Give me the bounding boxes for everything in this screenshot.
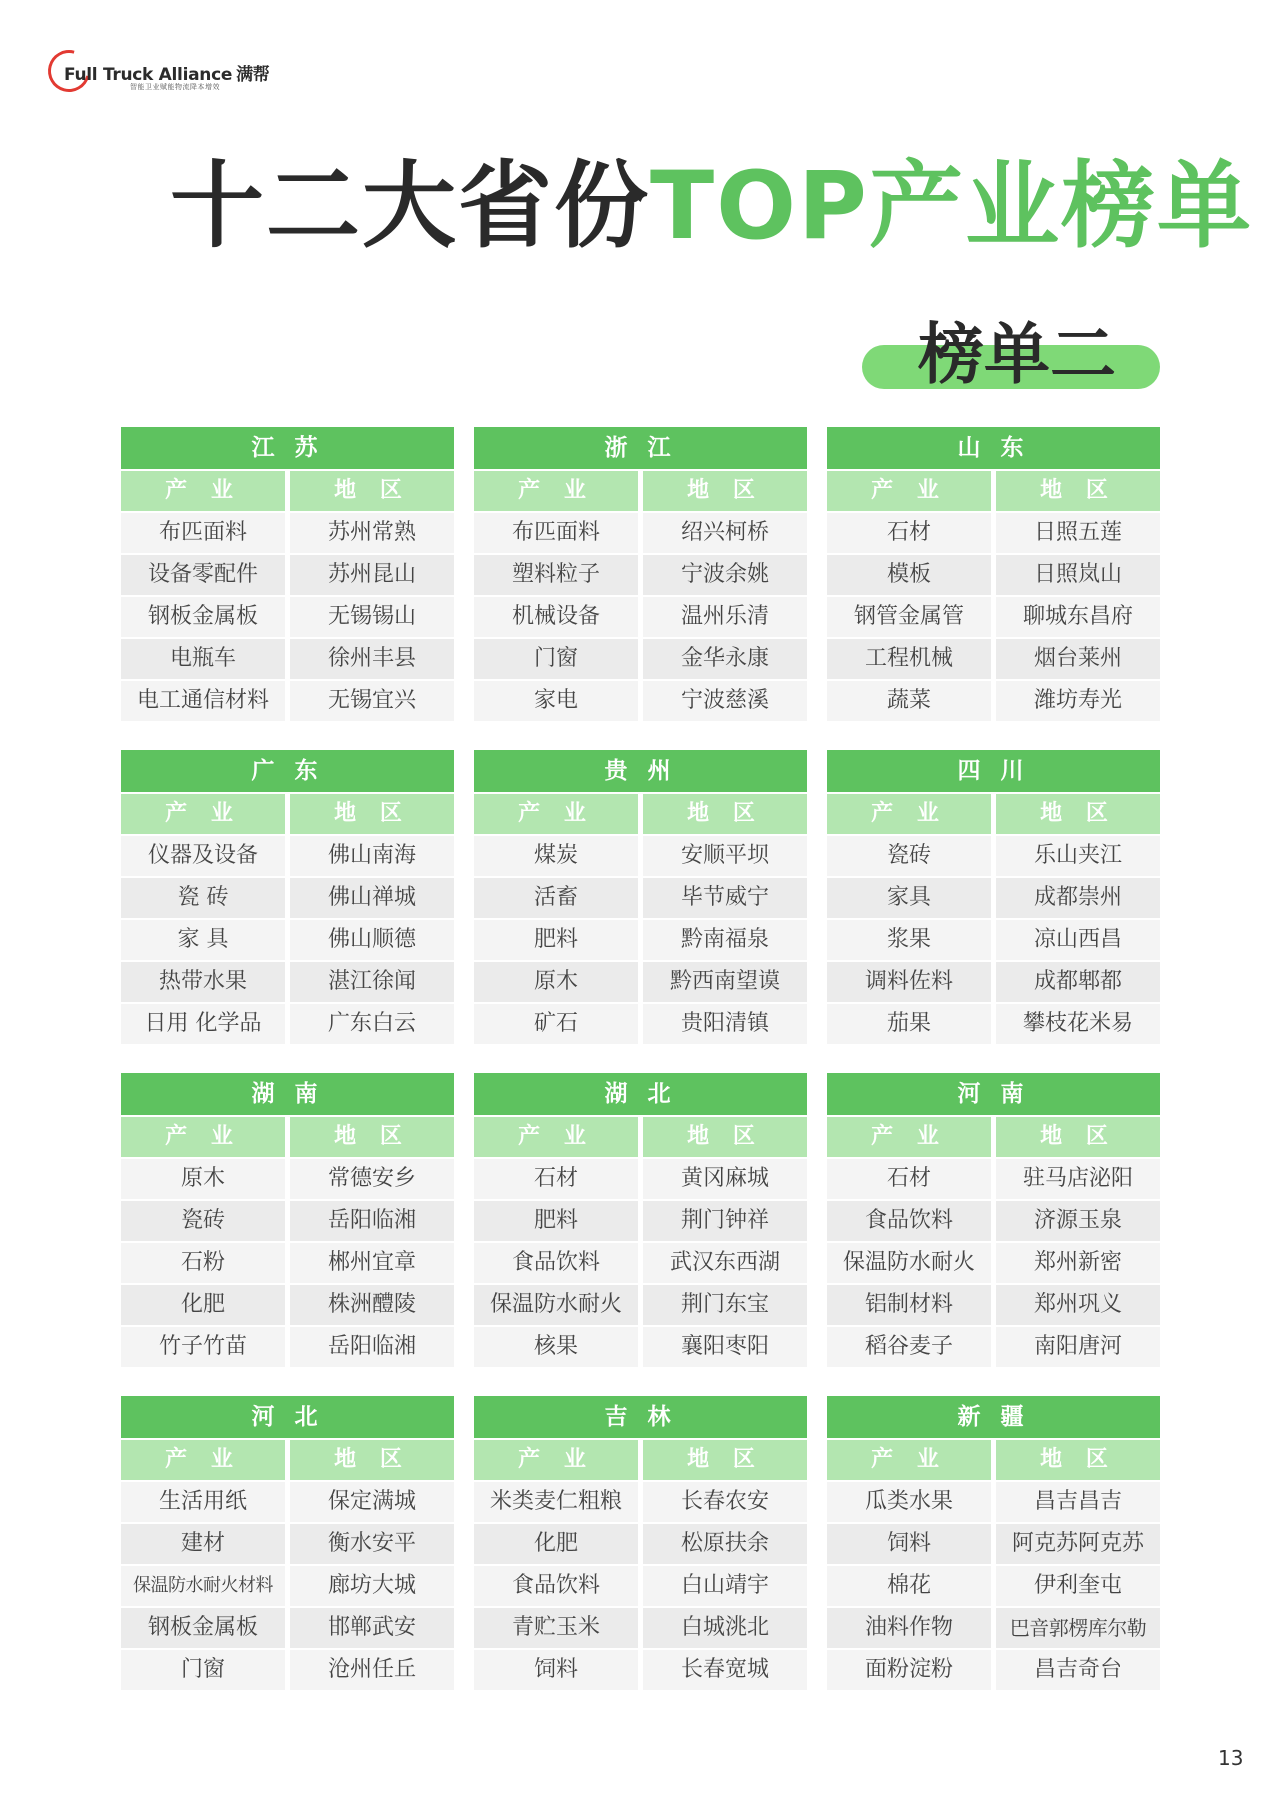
industry-cell: 热带水果 [121,962,285,1002]
industry-cell: 生活用纸 [121,1482,285,1522]
table-header-row [474,471,807,511]
table-row [474,1243,807,1283]
province-card [827,1073,1160,1369]
industry-cell: 原木 [474,962,638,1002]
region-cell: 松原扶余 [643,1524,807,1564]
industry-cell: 饲料 [827,1524,991,1564]
industry-cell: 日用 化学品 [121,1004,285,1044]
table-row [474,513,807,553]
table-row [827,1201,1160,1241]
industry-cell: 石材 [827,513,991,553]
table-row [121,1566,454,1606]
table-row [474,1608,807,1648]
industry-cell: 钢板金属板 [121,1608,285,1648]
province-card [121,750,454,1046]
region-cell: 驻马店泌阳 [996,1159,1160,1199]
region-cell: 无锡锡山 [290,597,454,637]
column-header-industry: 产 业 [121,1440,285,1480]
province-card [827,427,1160,723]
page-title [170,152,1253,261]
province-card [474,427,807,723]
table-row [827,513,1160,553]
table-header-row [827,471,1160,511]
table-row [827,681,1160,721]
table-row [474,1524,807,1564]
industry-cell: 门窗 [121,1650,285,1690]
industry-cell: 饲料 [474,1650,638,1690]
table-row [121,513,454,553]
table-row [474,836,807,876]
title-part-1: 十二大省份 [170,152,651,261]
industry-cell: 瓷 砖 [121,878,285,918]
region-cell: 毕节威宁 [643,878,807,918]
region-cell: 保定满城 [290,1482,454,1522]
table-row [121,1285,454,1325]
region-cell: 安顺平坝 [643,836,807,876]
table-header-row [827,794,1160,834]
table-header-row [474,1117,807,1157]
table-row [474,555,807,595]
table-row [474,597,807,637]
region-cell: 武汉东西湖 [643,1243,807,1283]
table-header-row [827,1117,1160,1157]
column-header-region: 地 区 [996,794,1160,834]
table-row [827,555,1160,595]
province-name: 河 北 [121,1396,454,1438]
industry-cell: 家电 [474,681,638,721]
region-cell: 佛山南海 [290,836,454,876]
table-row [827,1608,1160,1648]
region-cell: 南阳唐河 [996,1327,1160,1367]
region-cell: 乐山夹江 [996,836,1160,876]
region-cell: 成都崇州 [996,878,1160,918]
industry-cell: 稻谷麦子 [827,1327,991,1367]
industry-cell: 调料佐料 [827,962,991,1002]
column-header-region: 地 区 [996,471,1160,511]
region-cell: 聊城东昌府 [996,597,1160,637]
province-name: 浙 江 [474,427,807,469]
industry-cell: 布匹面料 [474,513,638,553]
province-name: 四 川 [827,750,1160,792]
table-header-row [121,1440,454,1480]
region-cell: 佛山禅城 [290,878,454,918]
list-badge: 榜单二 [918,316,1116,393]
industry-cell: 活畜 [474,878,638,918]
region-cell: 徐州丰县 [290,639,454,679]
region-cell: 衡水安平 [290,1524,454,1564]
industry-cell: 化肥 [474,1524,638,1564]
industry-cell: 钢管金属管 [827,597,991,637]
column-header-region: 地 区 [290,471,454,511]
table-row [827,878,1160,918]
industry-cell: 保温防水耐火材料 [121,1566,285,1606]
province-name: 河 南 [827,1073,1160,1115]
table-row [827,1482,1160,1522]
table-row [827,1243,1160,1283]
region-cell: 湛江徐闻 [290,962,454,1002]
region-cell: 凉山西昌 [996,920,1160,960]
industry-cell: 浆果 [827,920,991,960]
region-cell: 白山靖宇 [643,1566,807,1606]
industry-cell: 塑料粒子 [474,555,638,595]
region-cell: 廊坊大城 [290,1566,454,1606]
column-header-industry: 产 业 [827,1117,991,1157]
table-row [827,920,1160,960]
industry-cell: 肥料 [474,1201,638,1241]
region-cell: 黄冈麻城 [643,1159,807,1199]
region-cell: 温州乐清 [643,597,807,637]
page-number: 13 [1218,1746,1244,1770]
region-cell: 苏州常熟 [290,513,454,553]
table-row [474,962,807,1002]
table-row [827,639,1160,679]
province-name: 新 疆 [827,1396,1160,1438]
region-cell: 荆门钟祥 [643,1201,807,1241]
table-row [474,1566,807,1606]
table-row [121,962,454,1002]
table-row [121,555,454,595]
table-row [827,1650,1160,1690]
table-row [474,1285,807,1325]
industry-cell: 矿石 [474,1004,638,1044]
region-cell: 无锡宜兴 [290,681,454,721]
column-header-industry: 产 业 [121,471,285,511]
province-name: 湖 南 [121,1073,454,1115]
region-cell: 潍坊寿光 [996,681,1160,721]
region-cell: 郑州巩义 [996,1285,1160,1325]
region-cell: 宁波慈溪 [643,681,807,721]
region-cell: 株洲醴陵 [290,1285,454,1325]
table-row [121,639,454,679]
industry-cell: 米类麦仁粗粮 [474,1482,638,1522]
industry-cell: 石材 [827,1159,991,1199]
province-grid [121,427,1161,1692]
industry-cell: 模板 [827,555,991,595]
table-row [474,1650,807,1690]
region-cell: 日照岚山 [996,555,1160,595]
table-row [474,878,807,918]
column-header-region: 地 区 [290,1440,454,1480]
industry-cell: 门窗 [474,639,638,679]
region-cell: 白城洮北 [643,1608,807,1648]
region-cell: 长春宽城 [643,1650,807,1690]
table-header-row [827,1440,1160,1480]
table-row [827,836,1160,876]
industry-cell: 保温防水耐火 [827,1243,991,1283]
logo-text: Full Truck Alliance 满帮 [64,65,270,85]
table-row [827,1327,1160,1367]
region-cell: 攀枝花米易 [996,1004,1160,1044]
industry-cell: 工程机械 [827,639,991,679]
column-header-industry: 产 业 [474,1117,638,1157]
industry-cell: 食品饮料 [474,1566,638,1606]
column-header-region: 地 区 [290,794,454,834]
region-cell: 襄阳枣阳 [643,1327,807,1367]
region-cell: 岳阳临湘 [290,1327,454,1367]
table-row [121,836,454,876]
industry-cell: 茄果 [827,1004,991,1044]
region-cell: 金华永康 [643,639,807,679]
region-cell: 烟台莱州 [996,639,1160,679]
industry-cell: 面粉淀粉 [827,1650,991,1690]
province-name: 山 东 [827,427,1160,469]
region-cell: 巴音郭楞库尔勒 [996,1608,1160,1648]
table-row [827,1004,1160,1044]
industry-cell: 原木 [121,1159,285,1199]
column-header-region: 地 区 [996,1117,1160,1157]
province-name: 广 东 [121,750,454,792]
logo-slogan: 智能卫业赋能物流降本增效 [130,83,220,91]
industry-cell: 瓜类水果 [827,1482,991,1522]
table-row [474,920,807,960]
company-logo [48,50,288,96]
column-header-region: 地 区 [643,471,807,511]
region-cell: 邯郸武安 [290,1608,454,1648]
column-header-industry: 产 业 [474,471,638,511]
table-row [121,1650,454,1690]
column-header-region: 地 区 [996,1440,1160,1480]
industry-cell: 油料作物 [827,1608,991,1648]
industry-cell: 电瓶车 [121,639,285,679]
region-cell: 阿克苏阿克苏 [996,1524,1160,1564]
industry-cell: 仪器及设备 [121,836,285,876]
industry-cell: 机械设备 [474,597,638,637]
region-cell: 济源玉泉 [996,1201,1160,1241]
column-header-region: 地 区 [643,1440,807,1480]
province-card [827,1396,1160,1692]
column-header-industry: 产 业 [121,794,285,834]
table-row [474,1327,807,1367]
table-row [121,1004,454,1044]
province-name: 江 苏 [121,427,454,469]
industry-cell: 竹子竹苗 [121,1327,285,1367]
region-cell: 郑州新密 [996,1243,1160,1283]
column-header-industry: 产 业 [121,1117,285,1157]
table-row [121,1524,454,1564]
title-part-2: TOP产业榜单 [650,152,1253,261]
table-row [474,1482,807,1522]
table-row [121,681,454,721]
industry-cell: 布匹面料 [121,513,285,553]
province-card [121,1396,454,1692]
table-row [121,1327,454,1367]
table-row [827,962,1160,1002]
table-row [827,1566,1160,1606]
table-row [121,1482,454,1522]
column-header-industry: 产 业 [827,471,991,511]
province-name: 湖 北 [474,1073,807,1115]
region-cell: 荆门东宝 [643,1285,807,1325]
table-row [121,1201,454,1241]
region-cell: 日照五莲 [996,513,1160,553]
industry-cell: 石粉 [121,1243,285,1283]
table-row [121,1159,454,1199]
region-cell: 苏州昆山 [290,555,454,595]
industry-cell: 家具 [827,878,991,918]
region-cell: 常德安乡 [290,1159,454,1199]
province-card [121,1073,454,1369]
table-row [474,681,807,721]
region-cell: 沧州任丘 [290,1650,454,1690]
column-header-industry: 产 业 [827,1440,991,1480]
industry-cell: 电工通信材料 [121,681,285,721]
region-cell: 伊利奎屯 [996,1566,1160,1606]
table-row [474,1201,807,1241]
table-row [474,639,807,679]
province-name: 贵 州 [474,750,807,792]
industry-cell: 肥料 [474,920,638,960]
region-cell: 黔西南望谟 [643,962,807,1002]
table-row [474,1159,807,1199]
province-name: 吉 林 [474,1396,807,1438]
column-header-region: 地 区 [643,1117,807,1157]
region-cell: 长春农安 [643,1482,807,1522]
table-header-row [121,1117,454,1157]
column-header-industry: 产 业 [827,794,991,834]
region-cell: 绍兴柯桥 [643,513,807,553]
column-header-region: 地 区 [643,794,807,834]
table-row [121,1243,454,1283]
industry-cell: 棉花 [827,1566,991,1606]
table-row [121,1608,454,1648]
region-cell: 昌吉昌吉 [996,1482,1160,1522]
table-row [474,1004,807,1044]
region-cell: 岳阳临湘 [290,1201,454,1241]
table-row [827,597,1160,637]
region-cell: 郴州宜章 [290,1243,454,1283]
province-card [474,1073,807,1369]
industry-cell: 青贮玉米 [474,1608,638,1648]
industry-cell: 石材 [474,1159,638,1199]
province-card [827,750,1160,1046]
industry-cell: 设备零配件 [121,555,285,595]
province-card [121,427,454,723]
region-cell: 广东白云 [290,1004,454,1044]
table-row [827,1159,1160,1199]
industry-cell: 核果 [474,1327,638,1367]
province-card [474,750,807,1046]
column-header-industry: 产 业 [474,794,638,834]
region-cell: 黔南福泉 [643,920,807,960]
industry-cell: 食品饮料 [474,1243,638,1283]
table-row [121,920,454,960]
industry-cell: 钢板金属板 [121,597,285,637]
industry-cell: 保温防水耐火 [474,1285,638,1325]
industry-cell: 煤炭 [474,836,638,876]
region-cell: 昌吉奇台 [996,1650,1160,1690]
table-row [121,597,454,637]
table-header-row [474,1440,807,1480]
table-row [121,878,454,918]
column-header-industry: 产 业 [474,1440,638,1480]
industry-cell: 瓷砖 [827,836,991,876]
table-header-row [474,794,807,834]
column-header-region: 地 区 [290,1117,454,1157]
industry-cell: 家 具 [121,920,285,960]
industry-cell: 瓷砖 [121,1201,285,1241]
industry-cell: 建材 [121,1524,285,1564]
industry-cell: 铝制材料 [827,1285,991,1325]
region-cell: 宁波余姚 [643,555,807,595]
industry-cell: 蔬菜 [827,681,991,721]
table-row [827,1285,1160,1325]
region-cell: 贵阳清镇 [643,1004,807,1044]
industry-cell: 化肥 [121,1285,285,1325]
industry-cell: 食品饮料 [827,1201,991,1241]
region-cell: 佛山顺德 [290,920,454,960]
table-row [827,1524,1160,1564]
table-header-row [121,471,454,511]
province-card [474,1396,807,1692]
region-cell: 成都郫都 [996,962,1160,1002]
table-header-row [121,794,454,834]
